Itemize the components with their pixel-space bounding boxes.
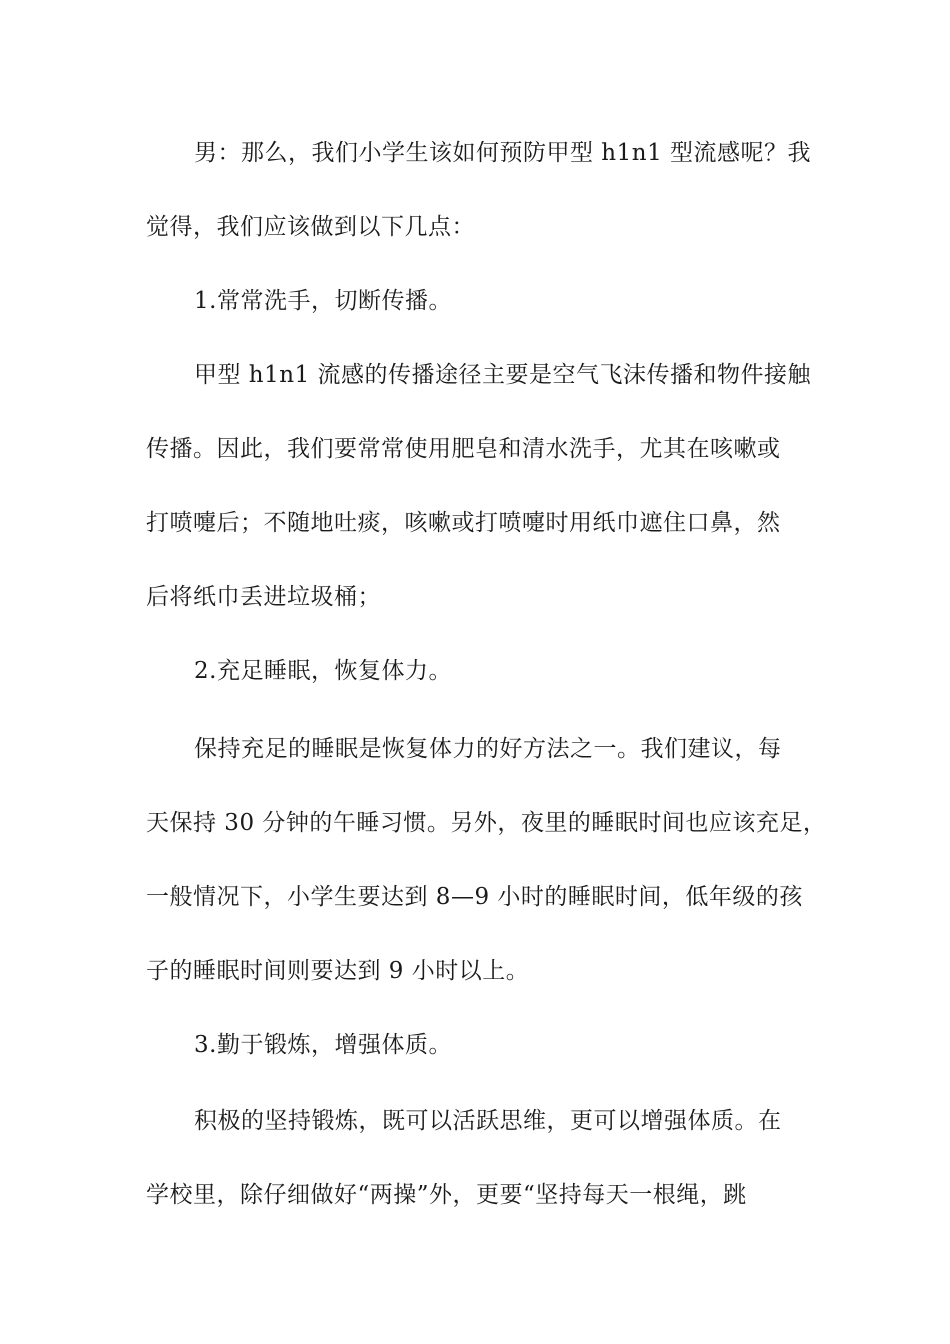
- paragraph-line: 觉得，我们应该做到以下几点：: [146, 214, 475, 240]
- paragraph-line: 传播。因此，我们要常常使用肥皂和清水洗手，尤其在咳嗽或: [146, 436, 781, 462]
- paragraph-line: 积极的坚持锻炼，既可以活跃思维，更可以增强体质。在: [194, 1108, 782, 1134]
- section-heading-hand-washing: 1.常常洗手，切断传播。: [194, 288, 452, 314]
- section-heading-exercise: 3.勤于锻炼，增强体质。: [194, 1032, 452, 1058]
- paragraph-line: 一般情况下，小学生要达到 8—9 小时的睡眠时间，低年级的孩: [146, 884, 803, 910]
- paragraph-line: 后将纸巾丢进垃圾桶；: [146, 584, 381, 610]
- paragraph-line: 打喷嚏后；不随地吐痰，咳嗽或打喷嚏时用纸巾遮住口鼻，然: [146, 510, 781, 536]
- paragraph-line: 学校里，除仔细做好“两操”外，更要“坚持每天一根绳，跳: [146, 1182, 747, 1208]
- paragraph-line: 天保持 30 分钟的午睡习惯。另外，夜里的睡眠时间也应该充足，: [146, 810, 827, 836]
- section-heading-sleep: 2.充足睡眠，恢复体力。: [194, 658, 452, 684]
- paragraph-line: 甲型 h1n1 流感的传播途径主要是空气飞沫传播和物件接触: [194, 362, 812, 388]
- paragraph-line: 男：那么，我们小学生该如何预防甲型 h1n1 型流感呢？我: [194, 140, 812, 166]
- paragraph-line: 保持充足的睡眠是恢复体力的好方法之一。我们建议，每: [194, 736, 782, 762]
- paragraph-line: 子的睡眠时间则要达到 9 小时以上。: [146, 958, 530, 984]
